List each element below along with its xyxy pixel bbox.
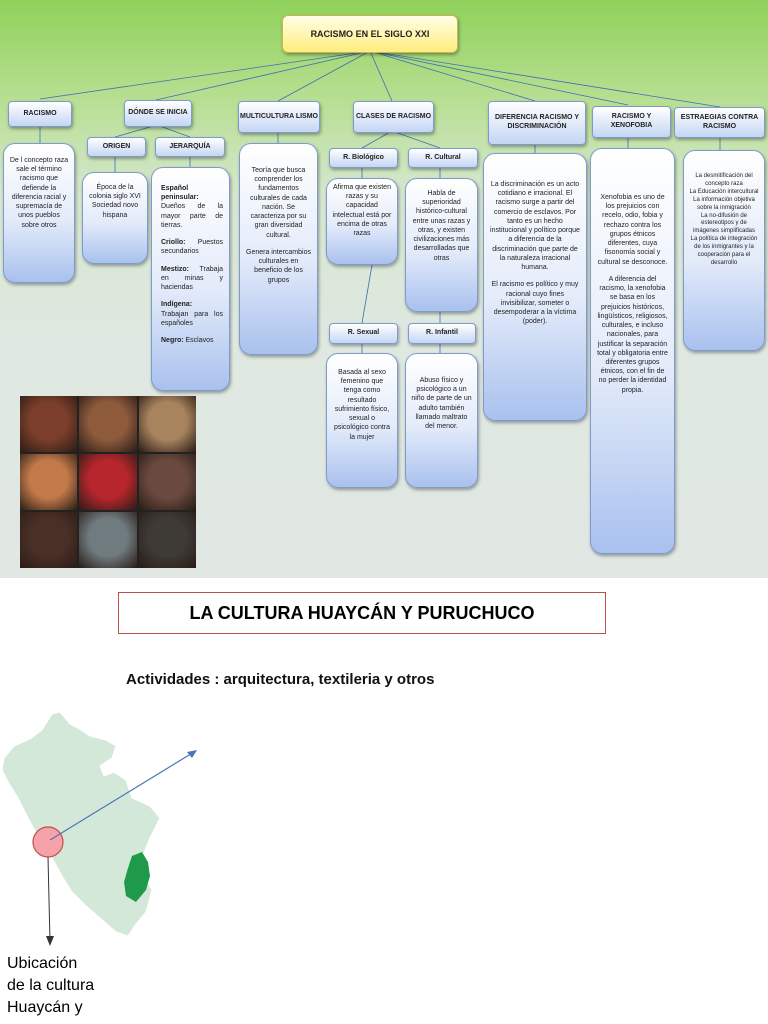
collage-photo (79, 454, 136, 510)
cultural-body (405, 178, 478, 312)
photo-collage (20, 396, 196, 568)
jerarquia-item: Indígena: Trabajan para los españoles (161, 301, 223, 327)
biologico-body (326, 178, 398, 265)
biologico-text: Afirma que existen razas y su capacidad intelectual está por encima de otras razas (332, 184, 392, 238)
collage-photo (20, 396, 77, 452)
racismo-text: De l concepto raza sale el término racismo que defiende la diferencia racial y supremacía de unos pueblos sobre otros (9, 157, 69, 229)
racismo-header: RACISMO (8, 101, 72, 127)
racismo-body (3, 143, 75, 283)
multicultura-text-1: Teoría que busca comprender los fundamentos culturales de cada nación. Se caracteriza por su gran diversidad cultural. (250, 167, 307, 239)
sexual-text: Basada al sexo femenino que tenga como resultado sufrimiento físico, sexual o psicológico contra la mujer (333, 369, 391, 441)
sexual-header: R. Sexual (329, 323, 398, 344)
estrategia-item: La Educación intercultural (689, 188, 759, 195)
xenofobia-body (590, 148, 675, 554)
jerarquia-item: Mestizo: Trabaja en minas y haciendas (161, 265, 223, 292)
collage-photo (20, 512, 77, 568)
jerarquia-body (151, 167, 230, 391)
infantil-text: Abuso físico y psicológico a un niño de parte de un adulto también llamado maltrato del menor. (411, 377, 472, 431)
origen-header: ORIGEN (87, 137, 146, 157)
infantil-body (405, 353, 478, 488)
donde-header: DÓNDE SE INICIA (124, 100, 192, 127)
estrategia-item: La información objetiva sobre la inmigración (693, 196, 755, 211)
xenofobia-text-2: A diferencia del racismo, la xenofobia se basa en los prejuicios históricos, lingüísticos, religiosos, culturales, e incluso nacionales, para justificar la separación total y obligatoria entre diferentes grupos étnicos, con el fin de no perder la identidad propia. (597, 275, 668, 394)
collage-photo (20, 454, 77, 510)
collage-photo (139, 396, 196, 452)
multicultura-text-2: Genera intercambios culturales en beneficio de los grupos (246, 248, 311, 284)
diferencia-text-1: La discriminación es un acto cotidiano e irracional. El racismo surge a partir del comercio de esclavos. Por tanto es un hecho institucional y político porque a diferencia de la discriminación que parte de la naturaleza irracional humana. (490, 181, 580, 272)
estrategia-item: La no-difusión de estereotipos y de imágenes simplificadas (692, 212, 756, 235)
origen-body (82, 172, 148, 264)
jerarquia-item: Español peninsular: Dueños de la mayor parte de tierras. (161, 185, 223, 229)
multicultura-body (239, 143, 318, 355)
diferencia-text-2: El racismo es político y muy racional cuyo fines invisibilizar, someter o desempoderar a la víctima (poder). (491, 281, 579, 326)
sexual-body (326, 353, 398, 488)
peru-map (0, 706, 220, 946)
collage-photo (79, 396, 136, 452)
map-title: RACISMO EN EL SIGLO XXI (282, 15, 458, 53)
clases-header: CLASES DE RACISMO (353, 101, 434, 133)
collage-photo (79, 512, 136, 568)
culture-slide (0, 578, 768, 1024)
biologico-header: R. Biológico (329, 148, 398, 168)
multicultura-header: MULTICULTURA LISMO (238, 101, 320, 133)
collage-photo (139, 454, 196, 510)
location-marker (33, 827, 63, 857)
cultural-text: Habla de superioridad histórico-cultural entre unas razas y otras, y existen civilizaciones más desarrolladas que otras (412, 190, 471, 262)
xenofobia-text-1: Xenofobia es uno de los prejuicios con recelo, odio, fobia y rechazo contra los grupos étnicos diferentes, cuya fisonomía social y cultural se desconoce. (597, 194, 668, 266)
infantil-header: R. Infantil (408, 323, 476, 344)
activities-text: Actividades : arquitectura, textileria y otros (126, 671, 435, 688)
estrategias-body (683, 150, 765, 351)
cultural-header: R. Cultural (408, 148, 478, 168)
diferencia-body (483, 153, 587, 421)
estrategias-header: ESTRAEGIAS CONTRA RACISMO (674, 107, 765, 138)
location-label: Ubicación de la cultura Huaycán y (7, 955, 95, 1016)
peru-outline (2, 712, 160, 936)
estrategia-item: La desmitificación del concepto raza (695, 173, 753, 187)
diferencia-header: DIFERENCIA RACISMO Y DISCRIMINACIÓN (488, 101, 586, 145)
jerarquia-item: Criollo: Puestos secundarios (161, 239, 223, 256)
origen-text: Época de la colonia siglo XVI Sociedad novo hispana (89, 184, 141, 219)
collage-photo (139, 512, 196, 568)
jerarquia-header: JERARQUÍA (155, 137, 225, 157)
jerarquia-item: Negro: Esclavos (161, 337, 214, 345)
culture-title: LA CULTURA HUAYCÁN Y PURUCHUCO (118, 592, 606, 634)
estrategia-item: La política de integración de los inmigrantes y la cooperación para el desarrollo (690, 236, 758, 266)
xenofobia-header: RACISMO Y XENOFOBIA (592, 106, 671, 138)
